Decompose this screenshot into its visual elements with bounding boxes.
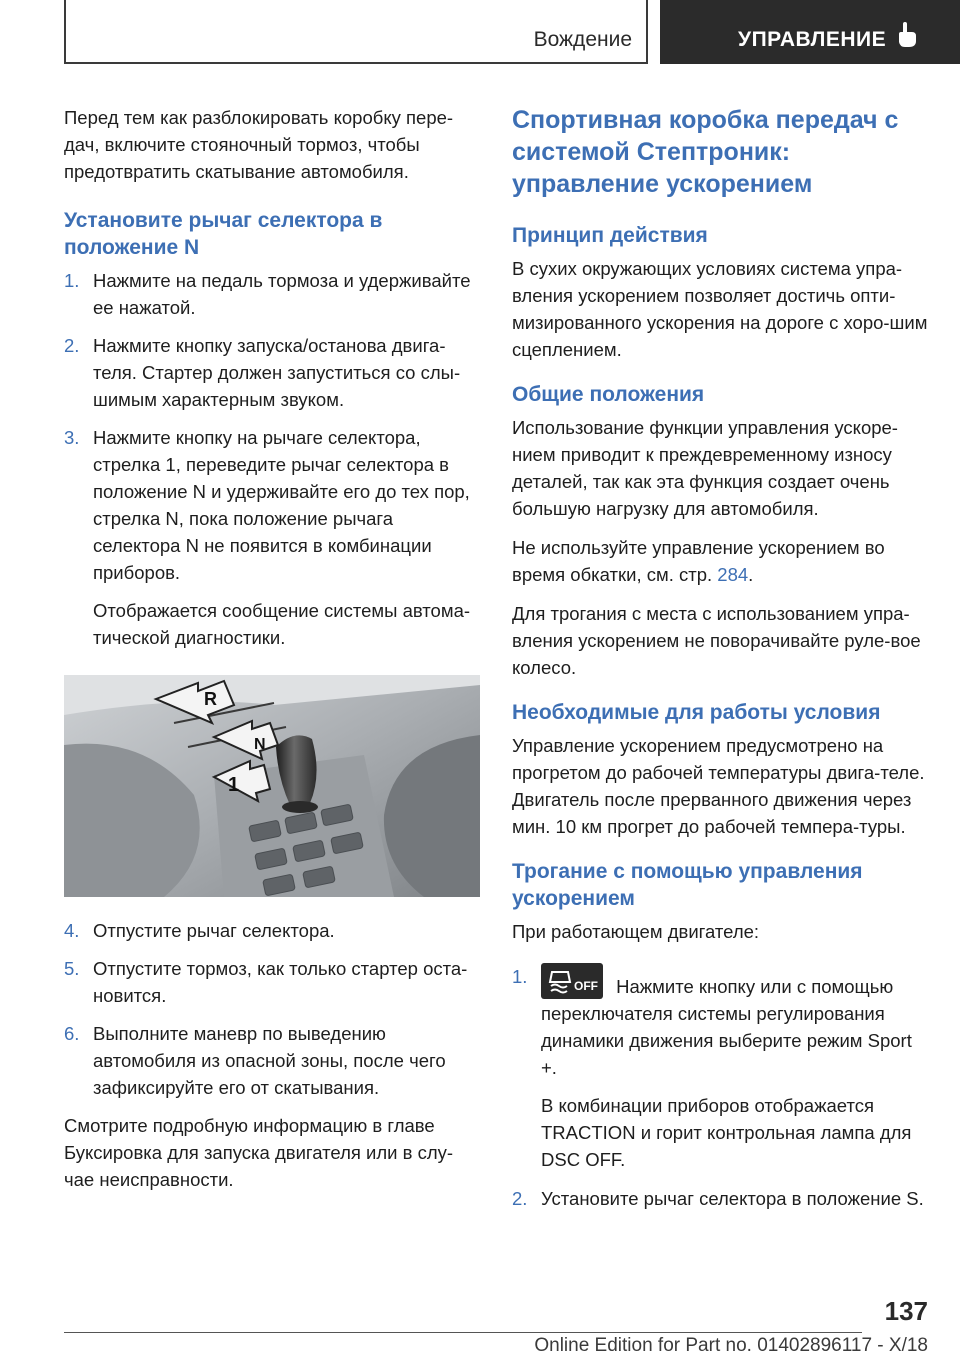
step-text: Отпустите рычаг селектора. <box>93 920 335 941</box>
section-title: Вождение <box>533 28 632 51</box>
heading-conditions: Необходимые для работы условия <box>512 701 881 724</box>
step-text: Нажмите кнопку или с помощью переключателя системы регулирования динамики движения выберите режим Sport +. <box>541 976 912 1078</box>
list-item <box>64 267 480 321</box>
dsc-off-button-icon <box>541 963 603 999</box>
footer-divider <box>64 1332 862 1333</box>
step-text: Установите рычаг селектора в положение S. <box>541 1188 924 1209</box>
dsc-off-label: OFF <box>574 979 598 993</box>
list-item <box>512 963 928 1081</box>
start-paragraph: При работающем двигателе: <box>512 921 760 942</box>
arrow-label-1: 1 <box>228 774 240 796</box>
left-column <box>64 104 480 1205</box>
list-item <box>64 332 480 413</box>
list-item <box>64 917 480 944</box>
header-section-box <box>64 0 648 64</box>
step3-note: Отображается сообщение системы автома-тической диагностики. <box>93 600 471 648</box>
list-item <box>64 1020 480 1101</box>
heading-general: Общие положения <box>512 383 705 406</box>
header-chapter-box <box>660 0 960 64</box>
intro-paragraph: Перед тем как разблокировать коробку пере-дач, включите стояночный тормоз, чтобы предотвратить скатывание автомобиля. <box>64 107 454 182</box>
heading-principle: Принцип действия <box>512 224 708 247</box>
step-number: 2. <box>512 1188 528 1209</box>
general-text-end: . <box>748 564 754 585</box>
step-text: Нажмите кнопку на рычаге селектора, стрелка 1, переведите рычаг селектора в положение N и удерживайте его до тех пор, стрелка N, пока положение рычага селектора N не появится в комбинации приборов. <box>93 427 470 583</box>
list-item <box>512 1185 928 1212</box>
list-item <box>64 955 480 1009</box>
general-text: Не используйте управление ускорением во время обкатки, см. стр. <box>512 537 885 585</box>
step-text: Нажмите кнопку запуска/останова двига-теля. Стартер должен запуститься со слы-шимым характерным звуком. <box>93 335 461 410</box>
gear-selector-illustration <box>64 675 480 897</box>
outro-paragraph: Смотрите подробную информацию в главе Буксировка для запуска двигателя или в слу-чае неисправности. <box>64 1115 454 1190</box>
general-paragraph-3: Для трогания с места с использованием упра-вления ускорением не поворачивайте руле-вое колесо. <box>512 603 921 678</box>
chapter-title: УПРАВЛЕНИЕ <box>738 28 887 51</box>
section-heading: Спортивная коробка передач с системой Стептроник: управление ускорением <box>512 106 899 198</box>
heading-start: Трогание с помощью управления ускорением <box>512 860 863 910</box>
principle-paragraph: В сухих окружающих условиях система упра-вления ускорением позволяет достичь опти-мизированного ускорения на дороге с хоро-шим сцеплением. <box>512 258 928 360</box>
arrow-label-r: R <box>204 689 217 709</box>
conditions-paragraph: Управление ускорением предусмотрено на прогретом до рабочей температуры двига-теле. Двигатель после прерванного движения через мин. 10 км прогрет до рабочей темпера-туры. <box>512 735 925 837</box>
step1-note: В комбинации приборов отображается TRACTION и горит контрольная лампа для DSC OFF. <box>541 1095 912 1170</box>
step-text: Выполните маневр по выведению автомобиля из опасной зоны, после чего зафиксируйте его от скатывания. <box>93 1023 446 1098</box>
step-number: 4. <box>64 920 80 941</box>
step-number: 1. <box>64 270 80 291</box>
step-number: 5. <box>64 958 80 979</box>
step-number: 6. <box>64 1023 80 1044</box>
gear-selector-figure <box>64 675 480 897</box>
pointing-hand-icon <box>896 22 918 48</box>
heading-set-n: Установите рычаг селектора в положение N <box>64 209 383 259</box>
footer-text: Online Edition for Part no. 01402896117 - X/18 <box>534 1335 928 1356</box>
step-text: Нажмите на педаль тормоза и удерживайте ее нажатой. <box>93 270 471 318</box>
general-paragraph-1: Использование функции управления ускоре-нием приводит к преждевременному износу деталей, так как эта функция создает очень большую нагрузку для автомобиля. <box>512 417 898 519</box>
step-number: 1. <box>512 966 528 987</box>
page-number: 137 <box>884 1296 928 1326</box>
step-number: 2. <box>64 335 80 356</box>
general-paragraph-2 <box>512 534 928 588</box>
page-link-284[interactable]: 284 <box>717 564 749 585</box>
list-item <box>64 424 480 586</box>
arrow-label-n: N <box>254 736 266 753</box>
step-number: 3. <box>64 427 80 448</box>
right-column <box>512 104 928 1223</box>
step-text: Отпустите тормоз, как только стартер оста-новится. <box>93 958 468 1006</box>
